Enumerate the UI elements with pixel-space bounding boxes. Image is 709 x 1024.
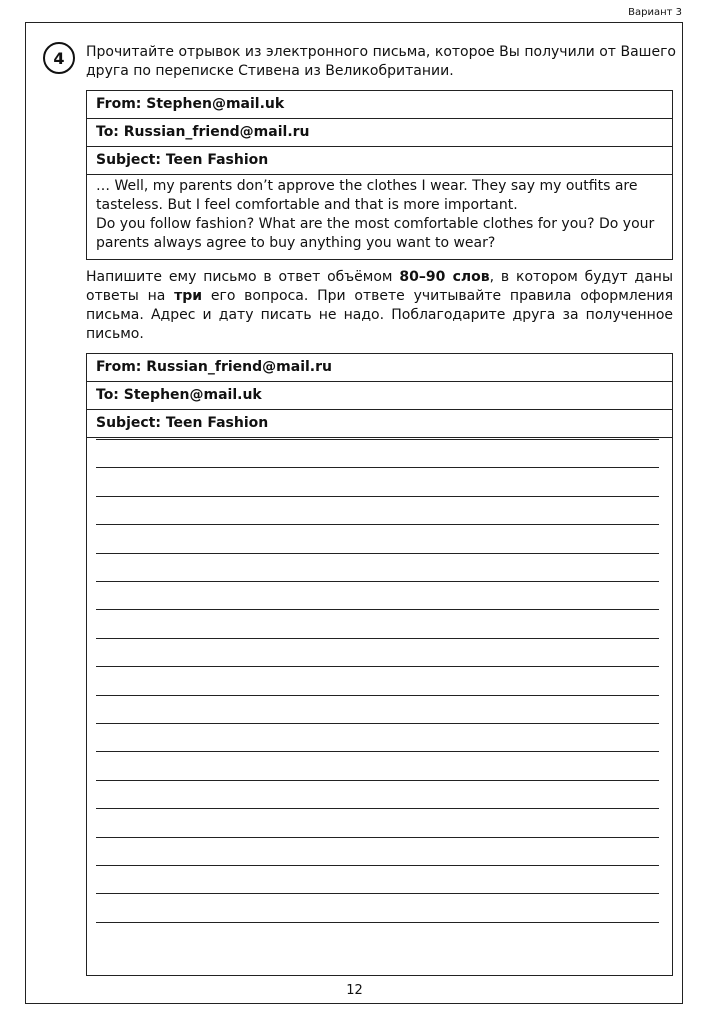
answer-line[interactable] bbox=[96, 723, 659, 724]
answer-line[interactable] bbox=[96, 666, 659, 667]
instruction-question-count: три bbox=[174, 288, 203, 304]
incoming-from: From: Stephen@mail.uk bbox=[87, 91, 672, 119]
answer-line[interactable] bbox=[96, 751, 659, 752]
task-number-badge: 4 bbox=[43, 42, 75, 74]
reply-email-box bbox=[86, 353, 673, 976]
answer-line[interactable] bbox=[96, 467, 659, 468]
answer-line[interactable] bbox=[96, 922, 659, 923]
incoming-email-box bbox=[86, 90, 673, 260]
incoming-subject: Subject: Teen Fashion bbox=[87, 147, 672, 175]
answer-line[interactable] bbox=[96, 581, 659, 582]
answer-line[interactable] bbox=[96, 780, 659, 781]
instruction-text: его вопроса. При ответе учитывайте правила оформления письма. Адрес и дату писать не надо. Поблагодарите друга за полученное письмо. bbox=[86, 288, 673, 342]
answer-line[interactable] bbox=[96, 638, 659, 639]
page-number: 12 bbox=[346, 983, 363, 998]
answer-line[interactable] bbox=[96, 524, 659, 525]
answer-line[interactable] bbox=[96, 439, 659, 440]
incoming-to: To: Russian_friend@mail.ru bbox=[87, 119, 672, 147]
answer-line[interactable] bbox=[96, 695, 659, 696]
answer-line[interactable] bbox=[96, 609, 659, 610]
instruction-text: , в котором будут даны ответы на bbox=[86, 269, 674, 304]
reply-to: To: Stephen@mail.uk bbox=[87, 382, 672, 410]
answer-line[interactable] bbox=[96, 496, 659, 497]
reply-from: From: Russian_friend@mail.ru bbox=[87, 354, 672, 382]
reply-subject: Subject: Teen Fashion bbox=[87, 410, 672, 438]
answer-line[interactable] bbox=[96, 808, 659, 809]
incoming-body-paragraph: … Well, my parents don’t approve the clothes I wear. They say my outfits are tasteless. But I feel comfortable and that is more important. bbox=[96, 178, 638, 213]
incoming-body bbox=[87, 175, 672, 253]
instruction-word-count: 80–90 слов bbox=[399, 269, 490, 285]
answer-line[interactable] bbox=[96, 837, 659, 838]
incoming-body-paragraph: Do you follow fashion? What are the most comfortable clothes for you? Do your parents always agree to buy anything you want to wear? bbox=[96, 216, 655, 251]
answer-instruction bbox=[86, 268, 673, 344]
variant-label: Вариант 3 bbox=[628, 7, 682, 18]
answer-line[interactable] bbox=[96, 893, 659, 894]
answer-line[interactable] bbox=[96, 865, 659, 866]
instruction-text: Напишите ему письмо в ответ объёмом bbox=[86, 269, 400, 285]
answer-line[interactable] bbox=[96, 553, 659, 554]
task-intro: Прочитайте отрывок из электронного письма, которое Вы получили от Вашего друга по переписке Стивена из Великобритании. bbox=[86, 44, 676, 79]
